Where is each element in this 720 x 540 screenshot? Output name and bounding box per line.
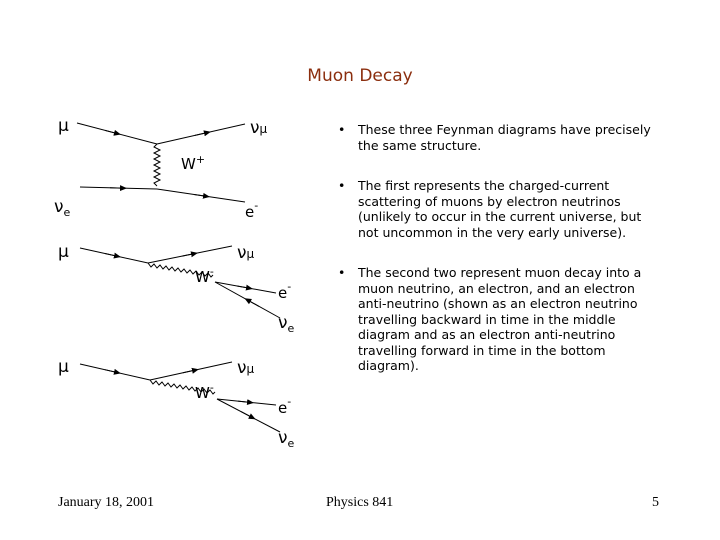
- w-plus-propagator: [154, 144, 160, 186]
- arrow-numu-out: [183, 370, 196, 373]
- bullet-text: The second two represent muon decay into a muon neutrino, an electron, and an electron anti-neutrino (shown as an electron neutrino travelling backward in time in the middle diagram and as an electron anti-neutrino travelling forward in time in the bottom diagram).: [358, 265, 642, 373]
- arrow-nue-backward: [247, 300, 259, 307]
- arrow-muon-in: [105, 130, 118, 133]
- footer-course: Physics 841: [326, 495, 394, 510]
- arrow-e-out: [194, 195, 207, 197]
- bullet-list: [318, 122, 663, 399]
- bullet-dot: •: [338, 178, 346, 193]
- label-electron: e-: [245, 199, 259, 221]
- bullet-text: These three Feynman diagrams have precisely the same structure.: [358, 122, 651, 153]
- label-muon: μ: [58, 242, 69, 262]
- footer-date: January 18, 2001: [58, 495, 155, 510]
- bullet-item: [318, 178, 663, 240]
- label-muon: μ: [58, 357, 69, 377]
- bullet-item: [318, 122, 663, 153]
- arrow-numu-out: [182, 254, 195, 257]
- diagram-muon-decay-backward: [58, 242, 295, 335]
- arrow-anti-nue-forward: [241, 412, 253, 418]
- arrow-e-out: [238, 401, 251, 402]
- label-w-boson: W-: [195, 265, 214, 286]
- bullet-text: The first represents the charged-current scattering of muons by electron neutrinos (unlikely to occur in the current universe, but not uncommon in the very early universe).: [358, 178, 642, 240]
- label-muon: μ: [58, 116, 69, 136]
- diagram-charged-current-scattering: [54, 116, 268, 221]
- bullet-dot: •: [338, 122, 346, 137]
- label-muon-neutrino: νμ: [250, 118, 268, 138]
- arrow-muon-in: [105, 254, 118, 257]
- footer-page-number: 5: [652, 495, 659, 510]
- bullet-dot: •: [338, 265, 346, 280]
- label-electron: e-: [278, 280, 292, 302]
- bullet-item: [318, 265, 663, 374]
- arrow-muon-in: [105, 370, 118, 373]
- label-electron-neutrino: $\nu_e$: [278, 313, 295, 335]
- label-muon-neutrino: νμ: [237, 243, 255, 263]
- arrow-e-out: [237, 286, 250, 288]
- label-electron-neutrino: $\nu_e$: [54, 197, 71, 219]
- label-muon-neutrino: νμ: [237, 358, 255, 378]
- label-electron: e-: [278, 395, 292, 417]
- label-electron-antineutrino: $\nu_e$: [278, 428, 295, 450]
- diagram-muon-decay-forward: [58, 357, 295, 450]
- slide-title: Muon Decay: [307, 66, 413, 86]
- label-w-boson: W+: [181, 153, 206, 173]
- label-w-boson: W-: [195, 381, 214, 402]
- arrow-numu-out: [195, 132, 208, 135]
